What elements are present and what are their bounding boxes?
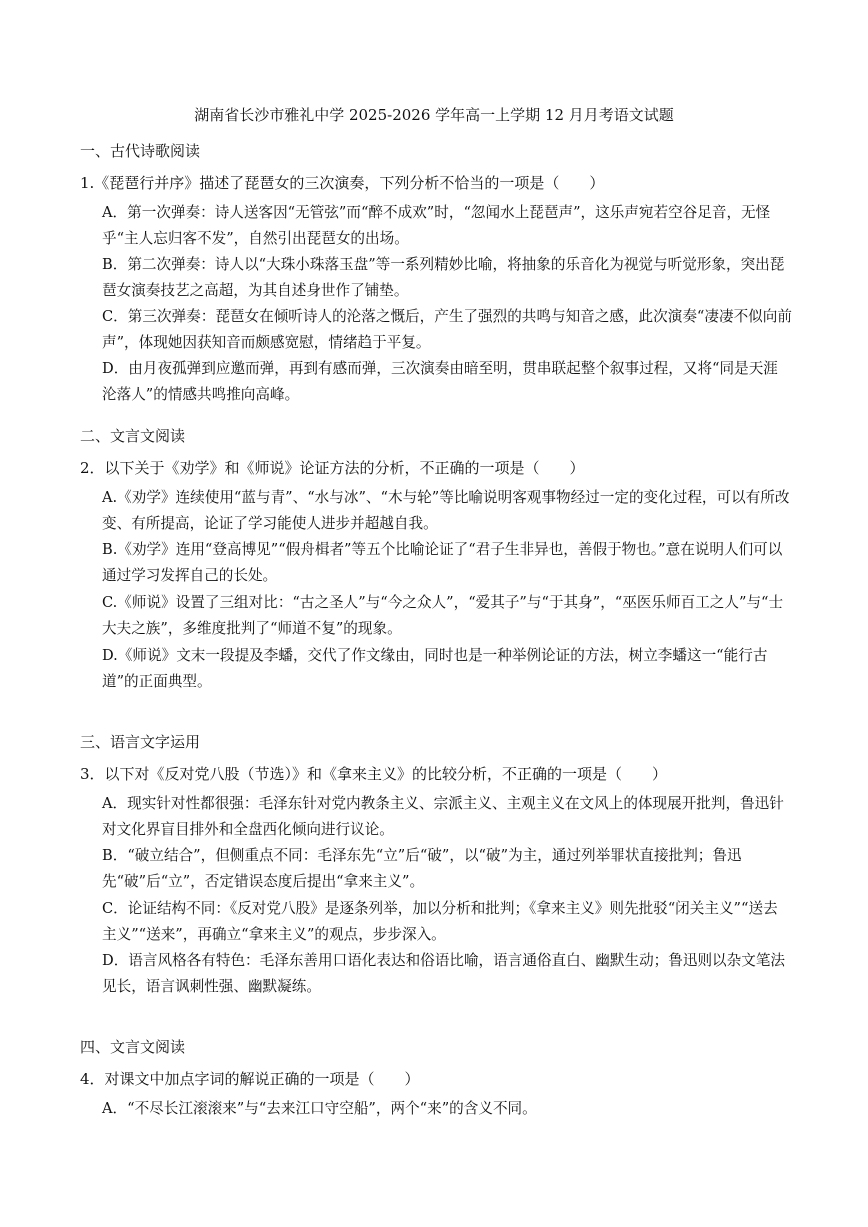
question-stem-4: 4．对课文中加点字词的解说正确的一项是（ ）	[80, 1070, 420, 1088]
question-4-option-a: A．“不尽长江滚滚来”与“去来江口守空船”，两个“来”的含义不同。	[102, 1100, 537, 1117]
question-3-option-a: A．现实针对性都很强：毛泽东针对党内教条主义、宗派主义、主观主义在文风上的体现展开批判，鲁迅针对文化界盲目排外和全盘西化倾向进行议论。	[102, 795, 784, 838]
question-1-option-c: C．第三次弹奏：琵琶女在倾听诗人的沦落之慨后，产生了强烈的共鸣与知音之感，此次演奏“凄凄不似向前声”，体现她因获知音而颇感宽慰，情绪趋于平复。	[102, 308, 792, 351]
section-heading-2: 二、文言文阅读	[80, 427, 186, 445]
page-title: 湖南省长沙市雅礼中学 2025-2026 学年高一上学期 12 月月考语文试题	[194, 106, 674, 124]
section-heading-4: 四、文言文阅读	[80, 1038, 186, 1056]
question-1-option-b: B．第二次弹奏：诗人以“大珠小珠落玉盘”等一系列精妙比喻，将抽象的乐音化为视觉与听觉形象，突出琵琶女演奏技艺之高超，为其自述身世作了铺垫。	[102, 256, 785, 299]
section-heading-3: 三、语言文字运用	[80, 733, 201, 751]
question-2-option-b: B.《劝学》连用“登高博见”“假舟楫者”等五个比喻论证了“君子生非异也，善假于物也。”意在说明人们可以通过学习发挥自己的长处。	[102, 541, 783, 584]
question-1-option-d: D．由月夜孤弹到应邀而弹，再到有感而弹，三次演奏由暗至明，贯串联起整个叙事过程，又将“同是天涯沦落人”的情感共鸣推向高峰。	[102, 360, 778, 403]
question-1-option-a: A．第一次弹奏：诗人送客因“无管弦”而“醉不成欢”时，“忽闻水上琵琶声”，这乐声宛若空谷足音，无怪乎“主人忘归客不发”，自然引出琵琶女的出场。	[102, 204, 771, 247]
question-stem-1: 1.《琵琶行并序》描述了琵琶女的三次演奏，下列分析不恰当的一项是（ ）	[80, 174, 605, 192]
section-heading-1: 一、古代诗歌阅读	[80, 142, 201, 160]
question-3-option-d: D．语言风格各有特色：毛泽东善用口语化表达和俗语比喻，语言通俗直白、幽默生动；鲁迅则以杂文笔法见长，语言讽刺性强、幽默凝练。	[102, 952, 786, 995]
question-2-option-d: D.《师说》文末一段提及李蟠，交代了作文缘由，同时也是一种举例论证的方法，树立李蟠这一“能行古道”的正面典型。	[102, 647, 768, 690]
question-stem-2: 2．以下关于《劝学》和《师说》论证方法的分析，不正确的一项是（ ）	[80, 459, 585, 477]
question-2-option-c: C.《师说》设置了三组对比：“古之圣人”与“今之众人”，“爱其子”与“于其身”，“巫医乐师百工之人”与“士大夫之族”，多维度批判了“师道不复”的现象。	[102, 594, 784, 637]
question-2-option-a: A.《劝学》连续使用“蓝与青”、“水与冰”、“木与轮”等比喻说明客观事物经过一定的变化过程，可以有所改变、有所提高，论证了学习能使人进步并超越自我。	[102, 489, 790, 532]
question-3-option-c: C．论证结构不同：《反对党八股》是逐条列举，加以分析和批判；《拿来主义》则先批驳“闭关主义”“送去主义”“送来”，再确立“拿来主义”的观点，步步深入。	[102, 900, 778, 943]
question-stem-3: 3．以下对《反对党八股（节选）》和《拿来主义》的比较分析，不正确的一项是（ ）	[80, 765, 668, 783]
question-3-option-b: B．“破立结合”，但侧重点不同：毛泽东先“立”后“破”，以“破”为主，通过列举罪状直接批判；鲁迅先“破”后“立”，否定错误态度后提出“拿来主义”。	[102, 847, 742, 890]
